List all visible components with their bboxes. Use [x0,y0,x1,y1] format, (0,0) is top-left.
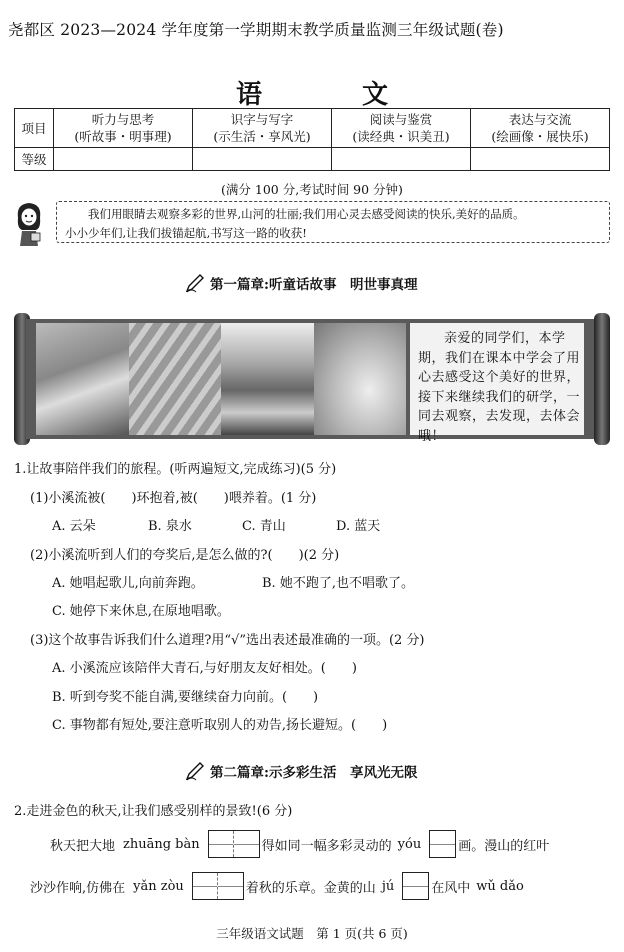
scroll-message: 亲爱的同学们，本学期，我们在课本中学会了用心去感受这个美好的世界，接下来继续我们的研学，一同去观察，去发现，去体会哦！ [418,331,581,444]
photo-paths [129,323,222,435]
column-writing: 识字与写字 (示生活・享风光) [193,109,332,148]
grade-cell[interactable] [193,148,332,171]
grade-cell[interactable] [332,148,471,171]
intro-line-2: 小小少年们,让我们拔锚起航,书写这一路的收获! [65,226,307,240]
tianzige-answer-box[interactable] [429,830,456,858]
scroll-rod-right [594,313,610,445]
q2-line-1 [50,830,549,858]
q1-sub2-option-c[interactable]: C. 她停下来休息,在原地唱歌。 [52,604,230,619]
q2-line1-text-3: 画。漫山的红叶 [458,838,550,854]
column-reading: 阅读与鉴赏 (读经典・识美丑) [332,109,471,148]
scroll-paper [410,323,584,444]
scroll-photos [36,323,406,435]
photo-hands [314,323,407,435]
pen-icon [184,272,206,294]
q1-sub1-option-d[interactable]: D. 蓝天 [336,519,381,534]
grade-cell[interactable] [471,148,610,171]
q2-line2-text-1: 沙沙作响,仿佛在 [30,880,126,896]
chapter-1-heading [184,272,417,294]
pen-icon [184,760,206,782]
pinyin-zhuang-ban: zhuāng bàn [123,836,200,852]
intro-box [56,201,610,243]
q1-sub1-option-b[interactable]: B. 泉水 [148,519,192,534]
score-table [14,108,610,171]
q1-stem: 1.让故事陪伴我们的旅程。(听两遍短文,完成练习)(5 分) [14,462,337,477]
pinyin-ju: jú [381,878,395,894]
tianzige-answer-box[interactable] [192,872,244,900]
q1-sub2-option-b[interactable]: B. 她不跑了,也不唱歌了。 [262,576,414,591]
q1-sub1-option-c[interactable]: C. 青山 [242,519,286,534]
tianzige-answer-box[interactable] [402,872,429,900]
q1-sub2: (2)小溪流听到人们的夸奖后,是怎么做的?( )(2 分) [30,548,340,563]
chapter-1-title: 第一篇章:听童话故事 明世事真理 [210,277,418,293]
intro-line-1: 我们用眼睛去观察多彩的世界,山河的壮丽;我们用心灵去感受阅读的快乐,美好的品质。 [88,207,525,221]
column-expression: 表达与交流 (绘画像・展快乐) [471,109,610,148]
chapter-2-title: 第二篇章:示多彩生活 享风光无限 [210,765,418,781]
q2-stem: 2.走进金色的秋天,让我们感受别样的景致!(6 分) [14,804,293,819]
photo-river [221,323,314,435]
grade-header-cell: 等级 [15,148,54,171]
full-score-note: (满分 100 分,考试时间 90 分钟) [221,182,403,197]
column-listening: 听力与思考 (听故事・明事理) [54,109,193,148]
grade-row [15,148,610,171]
pinyin-yan-zou: yǎn zòu [133,878,184,894]
exam-title: 尧都区 2023—2024 学年度第一学期期末教学质量监测三年级试题(卷) [8,21,504,39]
scroll-banner [14,313,610,445]
q1-sub1: (1)小溪流被( )环抱着,被( )喂养着。(1 分) [30,491,317,506]
q1-sub1-option-a[interactable]: A. 云朵 [52,519,96,534]
q2-line1-text-2: 得如同一幅多彩灵动的 [261,838,392,854]
q2-line1-text-1: 秋天把大地 [50,838,116,854]
grade-cell[interactable] [54,148,193,171]
q1-sub2-option-a[interactable]: A. 她唱起歌儿,向前奔跑。 [52,576,204,591]
student-girl-icon [12,200,46,248]
tianzige-answer-box[interactable] [208,830,260,858]
page-footer: 三年级语文试题 第 1 页(共 6 页) [216,926,408,941]
pinyin-you: yóu [397,836,422,852]
pinyin-wu-dao: wǔ dǎo [476,878,524,894]
q1-sub3-option-a[interactable]: A. 小溪流应该陪伴大青石,与好朋友友好相处。( ) [52,661,357,676]
q2-line-2 [30,872,524,900]
q1-sub3: (3)这个故事告诉我们什么道理?用“√”选出表述最准确的一项。(2 分) [30,633,425,648]
q2-line2-text-3: 在风中 [431,880,471,896]
photo-road-map [36,323,129,435]
q1-sub3-option-b[interactable]: B. 听到夸奖不能自满,要继续奋力向前。( ) [52,690,319,705]
subject-heading: 语文 [235,80,488,110]
q1-sub3-option-c[interactable]: C. 事物都有短处,要注意听取别人的劝告,扬长避短。( ) [52,718,388,733]
score-table-header-row [15,109,610,148]
item-header-cell: 项目 [15,109,54,148]
q2-line2-text-2: 着秋的乐章。金黄的山 [245,880,376,896]
chapter-2-heading [184,760,417,782]
